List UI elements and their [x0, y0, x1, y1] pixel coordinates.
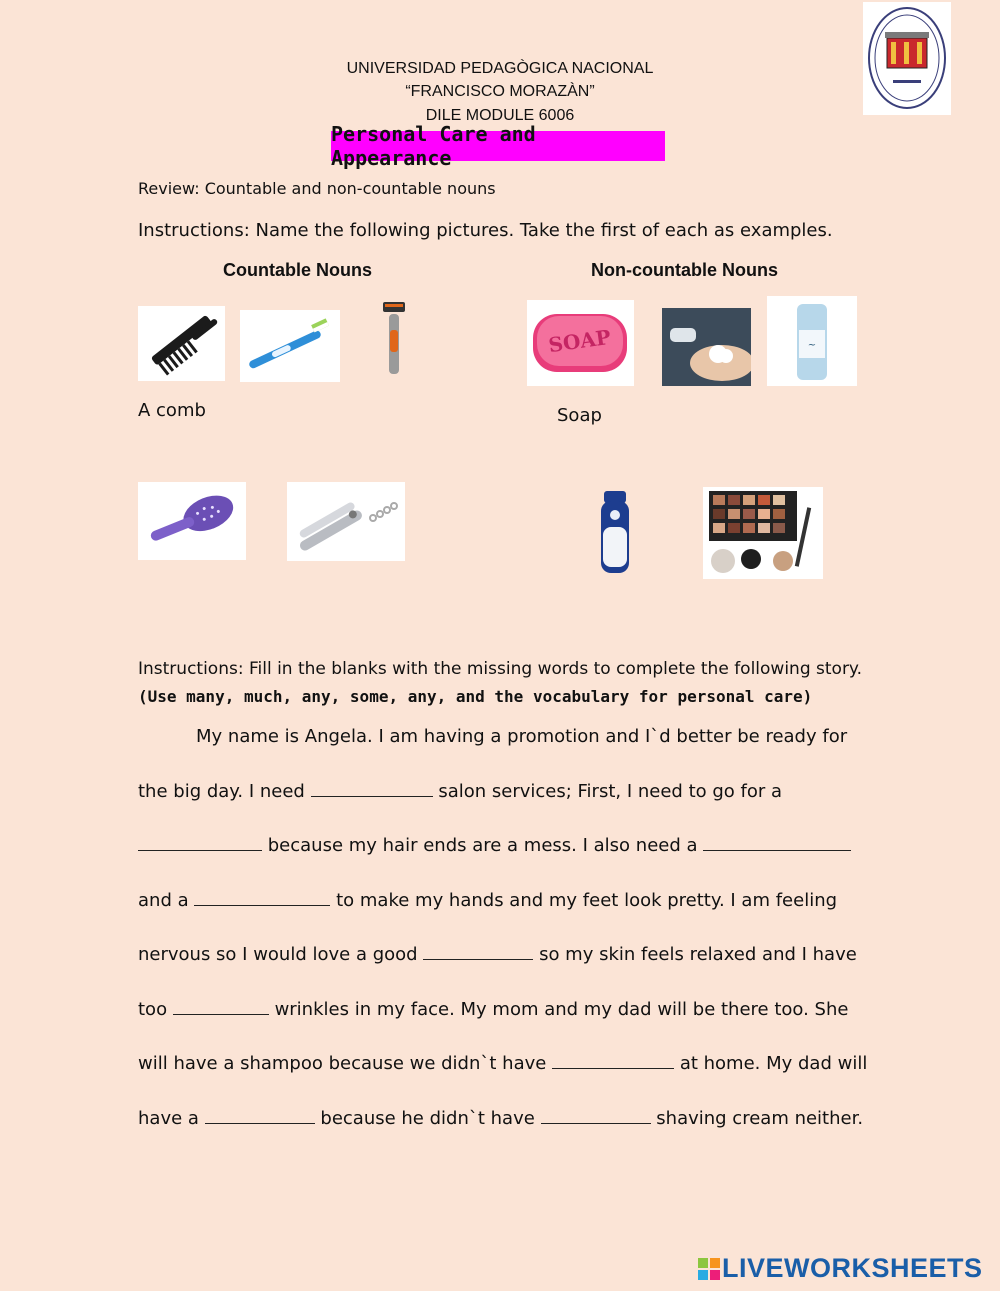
countable-heading: Countable Nouns: [223, 260, 372, 280]
blank-8[interactable]: [205, 1105, 315, 1124]
liveworksheets-logo-icon: [698, 1258, 720, 1280]
story-line-8: have a because he didn`t have shaving cream neither.: [138, 1092, 868, 1147]
makeup-picture: [703, 487, 823, 579]
story-line-6: too wrinkles in my face. My mom and my dad will be there too. She: [138, 983, 868, 1038]
soap-picture: [527, 300, 634, 386]
university-subtitle: “FRANCISCO MORAZÀN”: [405, 83, 595, 100]
hairbrush-picture: [138, 482, 246, 560]
blank-3[interactable]: [703, 832, 851, 851]
noncountable-example-answer: Soap: [557, 405, 602, 426]
story-line-4: and a to make my hands and my feet look pretty. I am feeling: [138, 874, 868, 929]
word-bank-hint: (Use many, much, any, some, any, and the vocabulary for personal care): [138, 687, 813, 706]
story-line-2: the big day. I need salon services; First, I need to go for a: [138, 765, 868, 820]
blank-9[interactable]: [541, 1105, 651, 1124]
story-line-5: nervous so I would love a good so my skin feels relaxed and I have: [138, 928, 868, 983]
soap-label: SOAP: [547, 324, 613, 358]
countable-example-answer: A comb: [138, 400, 206, 421]
university-seal-logo: [863, 2, 951, 115]
toothbrush-picture: [240, 310, 340, 382]
comb-picture: [138, 306, 225, 381]
blank-4[interactable]: [194, 887, 330, 906]
module-name: DILE MODULE 6006: [425, 107, 575, 124]
story-line-1: My name is Angela. I am having a promotion and I`d better be ready for: [196, 726, 848, 747]
story-paragraph: [138, 710, 868, 1146]
shampoo-picture: [598, 487, 632, 577]
instructions-fill-blanks: Instructions: Fill in the blanks with the missing words to complete the following story.: [138, 659, 862, 679]
university-name: UNIVERSIDAD PEDAGÒGICA NACIONAL: [346, 60, 654, 77]
instructions-name-pictures: Instructions: Name the following pictures. Take the first of each as examples.: [138, 220, 833, 241]
blank-7[interactable]: [552, 1050, 674, 1069]
blank-5[interactable]: [423, 941, 533, 960]
nail-clipper-picture: [287, 482, 405, 561]
liveworksheets-brand[interactable]: [698, 1253, 983, 1284]
svg-text:~: ~: [807, 340, 817, 351]
review-text: Review: Countable and non-countable nouns: [138, 179, 496, 198]
liveworksheets-wordmark: LIVEWORKSHEETS: [722, 1253, 983, 1283]
blank-6[interactable]: [173, 996, 269, 1015]
page-title: Personal Care and Appearance: [331, 131, 665, 161]
deodorant-picture: [767, 296, 857, 386]
blank-2[interactable]: [138, 832, 262, 851]
noncountable-heading: Non-countable Nouns: [591, 260, 778, 280]
story-line-7: will have a shampoo because we didn`t have at home. My dad will: [138, 1037, 868, 1092]
story-line-3: because my hair ends are a mess. I also need a: [138, 819, 868, 874]
blank-1[interactable]: [311, 778, 433, 797]
shaving-foam-picture: [662, 308, 751, 386]
razor-picture: [365, 300, 421, 380]
